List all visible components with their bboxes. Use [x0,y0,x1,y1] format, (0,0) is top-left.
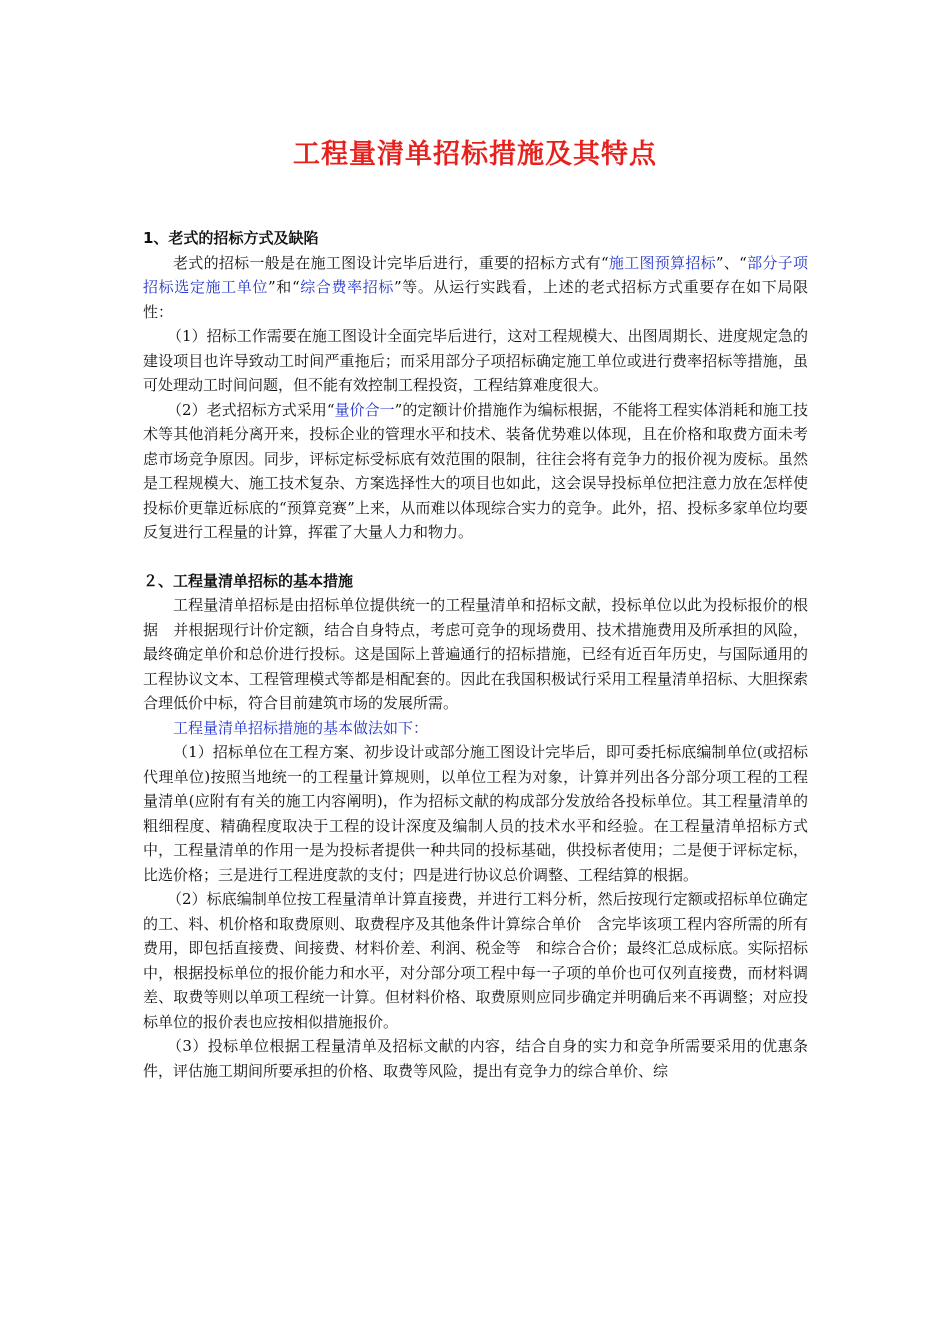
section1-intro [143,251,808,325]
section1-heading: 1、老式的招标方式及缺陷 [143,229,319,247]
section1-item1: （1）招标工作需要在施工图设计全面完毕后进行，这对工程规模大、出图周期长、进度规定急的建设项目也许导致动工时间严重拖后；而采用部分子项招标确定施工单位或进行费率招标等措施，虽可处理动工时间问题，但不能有效控制工程投资，工程结算难度很大。 [143,327,808,394]
page-title: 工程量清单招标措施及其特点 [293,139,657,170]
section2-intro: 工程量清单招标是由招标单位提供统一的工程量清单和招标文献，投标单位以此为投标报价的根据 并根据现行计价定额，结合自身特点，考虑可竞争的现场费用、技术措施费用及所承担的风险，最终确定单价和总价进行投标。这是国际上普遍通行的招标措施，已经有近百年历史，与国际通用的工程协议文本、工程管理模式等都是相配套的。因此在我国积极试行采用工程量清单招标、大胆探索合理低价中标，符合目前建筑市场的发展所需。 [143,596,808,712]
text-run: ”和“ [268,278,300,296]
section2-item3: （3）投标单位根据工程量清单及招标文献的内容，结合自身的实力和竞争所需要采用的优惠条件，评估施工期间所要承担的价格、取费等风险，提出有竞争力的综合单价、综 [143,1037,808,1080]
spacer [143,545,808,569]
text-run: 老式的招标一般是在施工图设计完毕后进行，重要的招标方式有“ [173,253,609,272]
text-run: ”的定额计价措施作为编标根据，不能将工程实体消耗和施工技术等其他消耗分离开来，投标企业的管理水平和技术、装备优势难以体现，且在价格和取费方面未考虑市场竞争原因。同步，评标定标受标底有效范围的限制，往往会将有竞争力的报价视为废标。虽然是工程规模大、施工技术复杂、方案选择性大的项目也如此，这会误导投标单位把注意力放在怎样使投标价更靠近标底的“预算竞赛”上来，从而难以体现综合实力的竞争。此外，招、投标多家单位均要反复进行工程量的计算，挥霍了大量人力和物力。 [143,400,808,541]
link-construction-budget-tender[interactable]: 施工图预算招标 [608,253,716,272]
link-composite-rate-tender[interactable]: 综合费率招标 [299,278,394,296]
link-partial-subitem-tender[interactable]: 部分子项招标选定施工单位 [143,253,808,296]
section2-item1: （1）招标单位在工程方案、初步设计或部分施工图设计完毕后，即可委托标底编制单位(或招标代理单位)按照当地统一的工程量计算规则，以单位工程为对象，计算并列出各分部分项工程的工程量清单(应附有有关的施工内容阐明)，作为招标文献的构成部分发放给各投标单位。其工程量清单的粗细程度、精确程度取决于工程的设计深度及编制人员的技术水平和经验。在工程量清单招标方式中，工程量清单的作用一是为投标者提供一种共同的投标基础，供投标者使用；二是便于评标定标，比选价格；三是进行工程进度款的支付；四是进行协议总价调整、工程结算的根据。 [143,743,808,884]
section2-subheading: 工程量清单招标措施的基本做法如下： [173,718,429,737]
text-run: ”、“ [715,253,747,272]
document-body [143,226,808,1083]
link-quantity-price-combined[interactable]: 量价合一 [334,400,395,419]
section1-item2 [143,398,808,545]
section2-heading: ２、工程量清单招标的基本措施 [143,571,354,590]
text-run: （2）老式招标方式采用“ [167,400,335,419]
text-run: ”等。从运行实践看，上述的老式招标方式重要存在如下局限性： [143,278,808,321]
section2-item2: （2）标底编制单位按工程量清单计算直接费，并进行工料分析，然后按现行定额或招标单位确定的工、料、机价格和取费原则、取费程序及其他条件计算综合单价 含完毕该项工程内容所需的所有费用，即包括直接费、间接费、材料价差、利润、税金等 和综合合价；最终汇总成标底。实际招标中，根据投标单位的报价能力和水平，对分部分项工程中每一子项的单价也可仅列直接费，而材料调差、取费等则以单项工程统一计算。但材料价格、取费原则应同步确定并明确后来不再调整；对应投标单位的报价表也应按相似措施报价。 [143,890,808,1031]
